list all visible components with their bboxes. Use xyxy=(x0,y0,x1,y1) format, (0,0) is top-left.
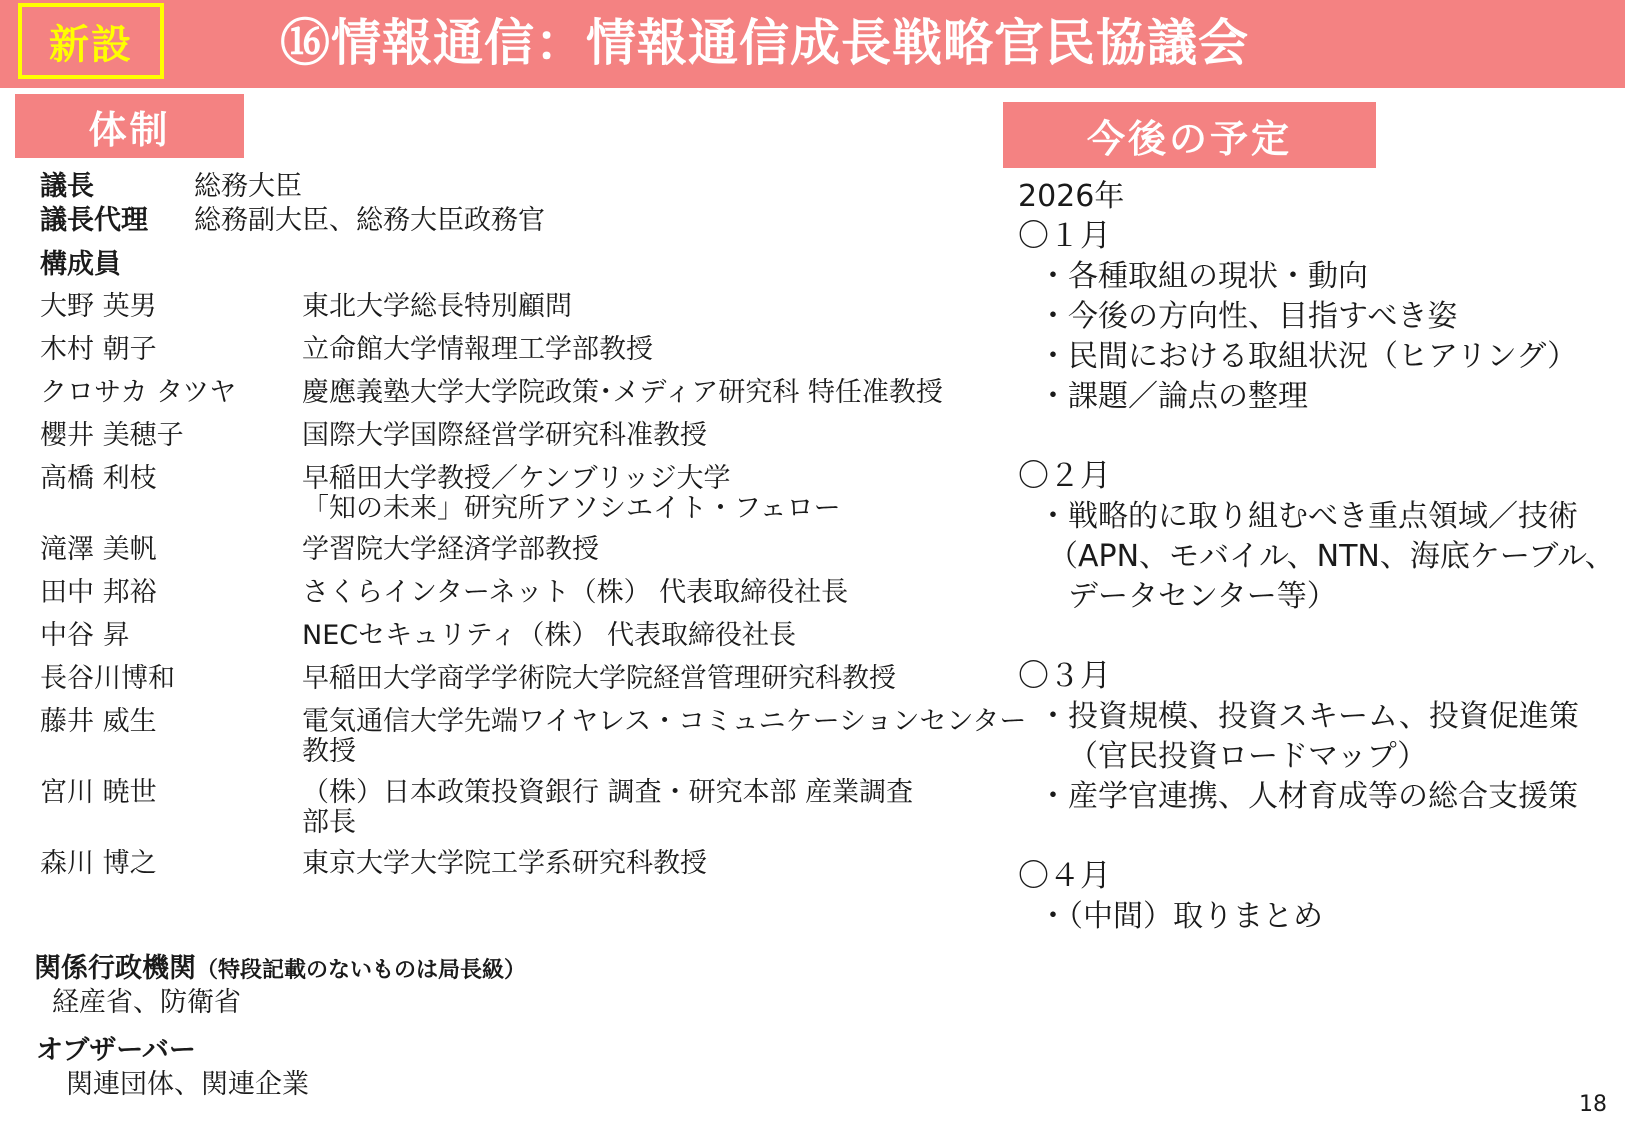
member-name: クロサカ タツヤ xyxy=(40,377,237,408)
schedule-item: ・今後の方向性、目指すべき姿 xyxy=(1038,299,1458,334)
vice-chair-value: 総務副大臣、総務大臣政務官 xyxy=(194,205,545,236)
member-name: 滝澤 美帆 xyxy=(40,534,157,565)
observers-value: 関連団体、関連企業 xyxy=(66,1069,309,1100)
page-number: 18 xyxy=(1579,1092,1607,1117)
agencies-note: （特段記載のないものは局長級） xyxy=(196,958,527,983)
section-label-taisei: 体制 xyxy=(15,94,244,158)
schedule-item: （官民投資ロードマップ） xyxy=(1068,739,1428,774)
schedule-month: 〇２月 xyxy=(1018,458,1111,494)
schedule-item: データセンター等） xyxy=(1068,579,1337,614)
member-name: 長谷川博和 xyxy=(40,663,175,694)
vice-chair-label: 議長代理 xyxy=(40,205,148,236)
member-affiliation: 電気通信大学先端ワイヤレス・コミュニケーションセンター 教授 xyxy=(302,706,1027,767)
member-name: 高橋 利枝 xyxy=(40,463,157,494)
schedule-year: 2026年 xyxy=(1018,179,1125,214)
member-name: 大野 英男 xyxy=(40,291,157,322)
member-name: 森川 博之 xyxy=(40,848,157,879)
schedule-item: ・民間における取組状況（ヒアリング） xyxy=(1038,339,1578,374)
member-affiliation: 早稲田大学教授／ケンブリッジ大学 「知の未来」研究所アソシエイト・フェロー xyxy=(302,463,841,524)
member-name: 田中 邦裕 xyxy=(40,577,157,608)
member-affiliation: 早稲田大学商学学術院大学院経営管理研究科教授 xyxy=(302,663,896,694)
new-badge: 新設 xyxy=(18,3,164,79)
schedule-month: 〇４月 xyxy=(1018,858,1111,894)
member-affiliation: さくらインターネット（株） 代表取締役社長 xyxy=(302,577,849,608)
member-affiliation: 東北大学総長特別顧問 xyxy=(302,291,572,322)
schedule-item: ・各種取組の現状・動向 xyxy=(1038,259,1368,294)
member-name: 宮川 暁世 xyxy=(40,777,157,808)
members-label: 構成員 xyxy=(40,249,121,280)
member-name: 藤井 威生 xyxy=(40,706,157,737)
member-affiliation: NECセキュリティ（株） 代表取締役社長 xyxy=(302,620,796,651)
member-affiliation: 東京大学大学院工学系研究科教授 xyxy=(302,848,707,879)
member-name: 木村 朝子 xyxy=(40,334,157,365)
schedule-month: 〇１月 xyxy=(1018,218,1111,254)
schedule-item: ・（中間）取りまとめ xyxy=(1038,899,1323,934)
header-band xyxy=(0,0,1625,88)
member-name: 櫻井 美穂子 xyxy=(40,420,184,451)
chair-label: 議長 xyxy=(40,171,94,202)
page-title: ⑯情報通信：情報通信成長戦略官民協議会 xyxy=(280,14,1249,72)
schedule-item: ・産学官連携、人材育成等の総合支援策 xyxy=(1038,779,1578,814)
observers-label: オブザーバー xyxy=(36,1035,196,1066)
schedule-item: ・戦略的に取り組むべき重点領域／技術 xyxy=(1038,499,1578,534)
schedule-item: （APN、モバイル、NTN、海底ケーブル、 xyxy=(1048,539,1615,574)
member-affiliation: 慶應義塾大学大学院政策･メディア研究科 特任准教授 xyxy=(302,377,943,408)
member-affiliation: 立命館大学情報理工学部教授 xyxy=(302,334,653,365)
agencies-value: 経産省、防衛省 xyxy=(52,987,241,1018)
schedule-item: ・課題／論点の整理 xyxy=(1038,379,1308,414)
schedule-item: ・投資規模、投資スキーム、投資促進策 xyxy=(1038,699,1579,734)
chair-value: 総務大臣 xyxy=(194,171,302,202)
agencies-label: 関係行政機関（特段記載のないものは局長級） xyxy=(34,953,527,984)
member-affiliation: 学習院大学経済学部教授 xyxy=(302,534,599,565)
member-name: 中谷 昇 xyxy=(40,620,130,651)
schedule-month: 〇３月 xyxy=(1018,658,1111,694)
member-affiliation: 国際大学国際経営学研究科准教授 xyxy=(302,420,707,451)
member-affiliation: （株）日本政策投資銀行 調査・研究本部 産業調査 部長 xyxy=(302,777,914,838)
section-label-yotei: 今後の予定 xyxy=(1003,102,1376,168)
